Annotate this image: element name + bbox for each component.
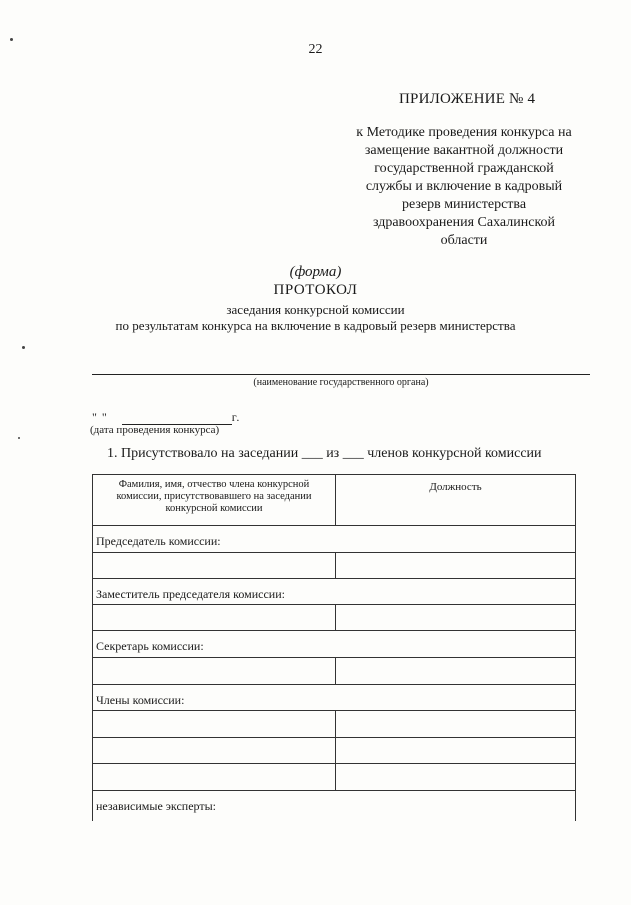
name-cell [93, 553, 336, 579]
table-row [93, 711, 576, 738]
appendix-heading: ПРИЛОЖЕНИЕ № 4 [399, 91, 536, 107]
scan-speck [18, 437, 20, 439]
method-line: области [440, 233, 488, 248]
method-line: замещение вакантной должности [364, 143, 564, 158]
method-line: государственной гражданской [374, 161, 554, 176]
table-row [93, 631, 576, 658]
method-line: резерв министерства [401, 197, 527, 212]
table-row [93, 738, 576, 764]
name-cell [93, 658, 336, 685]
position-cell [336, 738, 576, 764]
table-row [93, 658, 576, 685]
position-cell [336, 553, 576, 579]
section-experts: независимые эксперты: [93, 791, 576, 821]
date-suffix: г. [231, 410, 241, 424]
section-secretary: Секретарь комиссии: [93, 631, 576, 658]
organization-caption: (наименование государственного органа) [253, 377, 429, 388]
form-label: (форма) [289, 264, 342, 280]
name-cell [93, 711, 336, 738]
methodology-reference [334, 124, 594, 250]
header-line: конкурсной комиссии [165, 503, 263, 514]
table-row [93, 605, 576, 631]
scan-speck [10, 38, 13, 41]
header-position-cell: Должность [336, 475, 576, 526]
table-row [93, 685, 576, 711]
method-line: к Методике проведения конкурса на [356, 125, 572, 140]
document-title: ПРОТОКОЛ [273, 282, 358, 298]
header-name-cell [93, 475, 336, 526]
section-deputy: Заместитель председателя комиссии: [93, 579, 576, 605]
scan-speck [22, 346, 25, 349]
table-header-row [93, 475, 576, 526]
header-line: Фамилия, имя, отчество члена конкурсной [118, 479, 310, 490]
table-row [93, 791, 576, 821]
section-members: Члены комиссии: [93, 685, 576, 711]
date-field [92, 410, 240, 425]
position-cell [336, 711, 576, 738]
method-line: здравоохранения Сахалинской [372, 215, 556, 230]
header-line: комиссии, присутствовавшего на заседании [116, 491, 312, 502]
date-caption: (дата проведения конкурса) [90, 424, 220, 436]
table-row [93, 579, 576, 605]
subtitle-commission: заседания конкурсной комиссии [226, 302, 405, 317]
section-chairman: Председатель комиссии: [93, 526, 576, 553]
name-cell [93, 738, 336, 764]
subtitle-purpose: по результатам конкурса на включение в кадровый резерв министерства [115, 318, 516, 333]
name-cell [93, 764, 336, 791]
table-row [93, 764, 576, 791]
organization-name-line [92, 374, 590, 375]
name-cell [93, 605, 336, 631]
position-cell [336, 605, 576, 631]
date-quotes: " " [92, 410, 108, 424]
attendance-item: 1. Присутствовало на заседании ___ из ___ членов конкурсной комиссии [107, 446, 542, 461]
position-cell [336, 658, 576, 685]
method-line: службы и включение в кадровый [365, 179, 563, 194]
page-number: 22 [308, 42, 323, 57]
members-table [92, 474, 576, 821]
table-row [93, 526, 576, 553]
position-cell [336, 764, 576, 791]
table-row [93, 553, 576, 579]
